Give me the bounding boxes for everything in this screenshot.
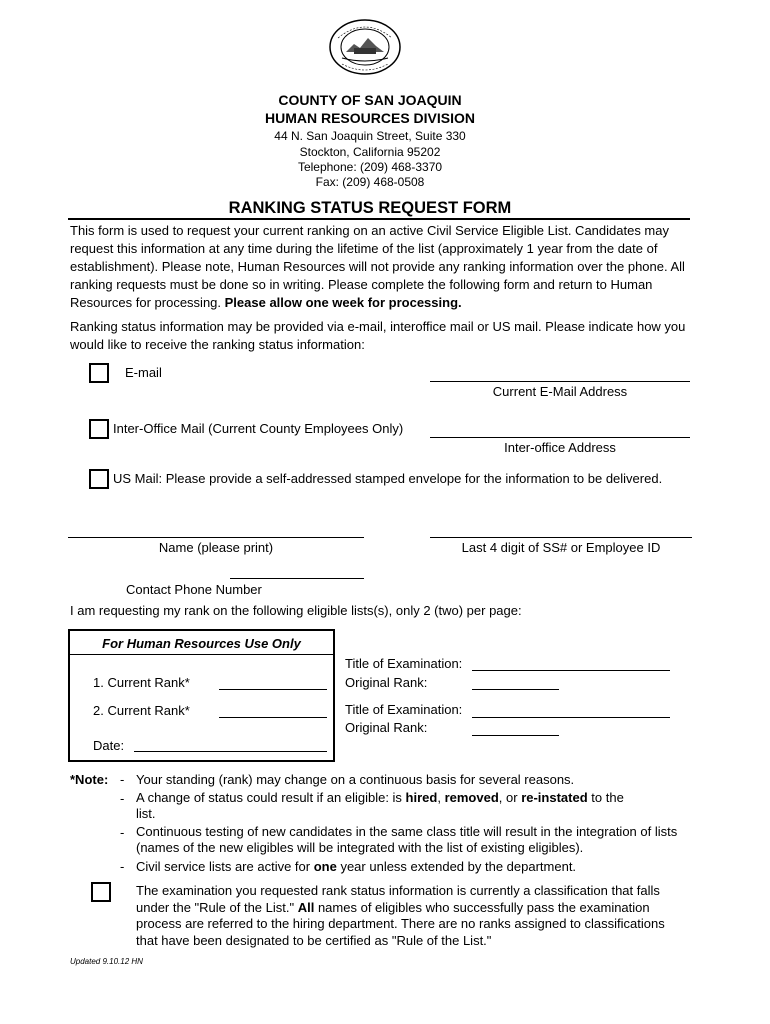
intro-paragraph xyxy=(70,222,690,312)
phone-label: Contact Phone Number xyxy=(126,582,262,597)
exam-2-original-rank-label: Original Rank: xyxy=(345,720,428,735)
title-underline xyxy=(68,218,690,220)
address-line-1: 44 N. San Joaquin Street, Suite 330 xyxy=(274,129,466,143)
interoffice-field-label: Inter-office Address xyxy=(504,440,616,455)
note-reinstated: re-instated xyxy=(521,790,588,805)
county-seal xyxy=(328,18,402,76)
telephone: Telephone: (209) 468-3370 xyxy=(297,160,443,174)
phone-field[interactable] xyxy=(230,578,364,579)
note-dash-1: - xyxy=(120,772,125,787)
interoffice-option-label: Inter-Office Mail (Current County Employees Only) xyxy=(113,421,404,436)
note-item-2-or: , or xyxy=(498,790,522,805)
address-line-2: Stockton, California 95202 xyxy=(299,145,441,159)
note-item-3 xyxy=(136,824,681,856)
date-field[interactable] xyxy=(134,751,327,752)
ssn-label: Last 4 digit of SS# or Employee ID xyxy=(461,540,661,555)
interoffice-checkbox[interactable] xyxy=(89,419,109,439)
note-item-2-comma: , xyxy=(437,790,445,805)
hr-box-heading: For Human Resources Use Only xyxy=(102,636,301,651)
interoffice-address-field[interactable] xyxy=(430,437,690,438)
rule-of-list-pre: The examination you requested rank status information is currently a classification that falls under the "Rule of the List." xyxy=(136,883,660,915)
fax: Fax: (209) 468-0508 xyxy=(315,175,425,189)
exam-2-title-field[interactable] xyxy=(472,717,670,718)
rank-2-field[interactable] xyxy=(219,717,327,718)
hr-box-divider xyxy=(70,654,333,655)
email-checkbox[interactable] xyxy=(89,363,109,383)
exam-1-original-rank-field[interactable] xyxy=(472,689,559,690)
rank-2-label: 2. Current Rank* xyxy=(93,703,190,718)
date-label: Date: xyxy=(93,738,125,753)
note-item-4-post: year unless extended by the department. xyxy=(336,859,577,874)
note-item-4-pre: Civil service lists are active for xyxy=(136,859,314,874)
note-dash-4: - xyxy=(120,859,125,874)
form-title: RANKING STATUS REQUEST FORM xyxy=(228,199,512,217)
rule-of-list-post: names of eligibles who successfully pass the examination process are referred to the hiring department. There are no ranks assigned to classifications that have been designated to be certified as "Rule of the List." xyxy=(136,899,665,948)
intro-text: This form is used to request your current ranking on an active Civil Service Eligible List. Candidates may request this information at any time during the lifetime of the list (approximately 1 year from the date of establishment). Please note, Human Resources will not provide any ranking information over the phone. All ranking requests must be done so in writing. Please complete the following form and return to Human Resources for processing. xyxy=(70,223,685,310)
note-dash-2: - xyxy=(120,791,125,806)
note-dash-3: - xyxy=(120,825,125,840)
note-item-2-post: to the list. xyxy=(136,790,624,821)
ssn-field[interactable] xyxy=(430,537,692,538)
intro-bold: Please allow one week for processing. xyxy=(224,295,462,310)
rank-1-label: 1. Current Rank* xyxy=(93,675,190,690)
note-item-1 xyxy=(136,771,676,788)
county-name: COUNTY OF SAN JOAQUIN xyxy=(278,92,462,108)
exam-1-title-field[interactable] xyxy=(472,670,670,671)
usmail-checkbox[interactable] xyxy=(89,469,109,489)
note-removed: removed xyxy=(444,790,499,805)
exam-1-title-label: Title of Examination: xyxy=(345,656,463,671)
exam-2-title-label: Title of Examination: xyxy=(345,702,463,717)
updated-footer: Updated 9.10.12 HN xyxy=(70,957,143,966)
rule-of-list-checkbox[interactable] xyxy=(91,882,111,902)
name-field[interactable] xyxy=(68,537,364,538)
name-label: Name (please print) xyxy=(158,540,274,555)
note-item-1-text: Your standing (rank) may change on a continuous basis for several reasons. xyxy=(136,772,575,787)
exam-2-original-rank-field[interactable] xyxy=(472,735,559,736)
rank-1-field[interactable] xyxy=(219,689,327,690)
delivery-intro: Ranking status information may be provided via e-mail, interoffice mail or US mail. Please indicate how you would like to receive the ranking status information: xyxy=(70,319,686,352)
email-address-field[interactable] xyxy=(430,381,690,382)
note-item-2 xyxy=(136,790,636,822)
note-one: one xyxy=(313,859,337,874)
rule-of-list-text xyxy=(136,883,681,949)
division-name: HUMAN RESOURCES DIVISION xyxy=(264,110,476,126)
email-field-label: Current E-Mail Address xyxy=(492,384,628,399)
rule-of-list-all: All xyxy=(297,899,315,915)
exam-1-original-rank-label: Original Rank: xyxy=(345,675,428,690)
note-item-4 xyxy=(136,858,676,875)
note-hired: hired xyxy=(405,790,438,805)
usmail-option-label: US Mail: Please provide a self-addressed stamped envelope for the information to be delivered. xyxy=(113,471,663,486)
email-option-label: E-mail xyxy=(125,365,162,380)
note-item-2-pre: A change of status could result if an eligible: is xyxy=(136,790,406,805)
request-line: I am requesting my rank on the following eligible lists(s), only 2 (two) per page: xyxy=(70,603,522,618)
note-item-3-text: Continuous testing of new candidates in the same class title will result in the integration of lists (names of the new eligibles will be integrated with the list of existing eligibles). xyxy=(136,824,678,855)
note-label: *Note: xyxy=(70,772,109,787)
